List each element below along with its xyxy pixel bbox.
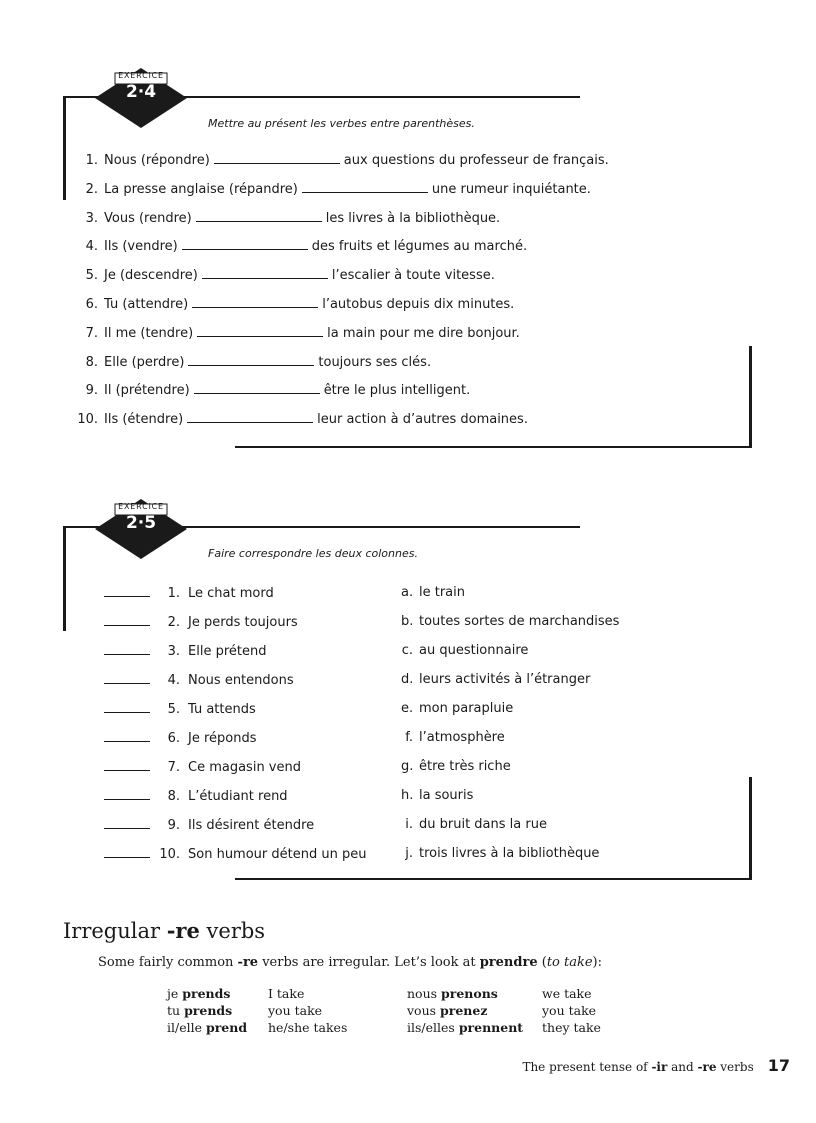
item-letter: c.: [401, 643, 413, 658]
conjugation-meaning: you take: [268, 1003, 323, 1018]
item-number: 8.: [85, 354, 98, 370]
item-text: être très riche: [419, 759, 511, 774]
exercise-right-bar: [749, 777, 752, 880]
match-right-item: [401, 672, 590, 688]
match-left-item: [104, 643, 266, 660]
exercise-number: 2·4: [125, 82, 157, 102]
exercise-left-bar: [63, 96, 66, 200]
exercise-item: [72, 152, 609, 169]
conjugation-meaning: we take: [542, 986, 592, 1001]
item-number: 5.: [167, 702, 180, 717]
item-number: 5.: [85, 268, 98, 284]
answer-blank[interactable]: [182, 238, 308, 250]
item-prompt: Elle (perdre): [104, 354, 185, 370]
item-letter: f.: [405, 730, 413, 745]
answer-blank[interactable]: [104, 614, 150, 626]
item-number: 4.: [85, 239, 98, 255]
item-text: leurs activités à l’étranger: [419, 672, 591, 687]
item-continuation: toujours ses clés.: [318, 354, 432, 370]
item-text: au questionnaire: [419, 643, 529, 658]
page-number: 17: [767, 1056, 790, 1075]
item-continuation: aux questions du professeur de français.: [343, 153, 609, 168]
item-text: la souris: [419, 788, 474, 803]
item-text: trois livres à la bibliothèque: [419, 846, 600, 861]
item-text: du bruit dans la rue: [419, 817, 547, 832]
item-number: 1.: [167, 586, 180, 601]
exercise-number: 2·5: [125, 513, 157, 533]
pronoun: il/elle: [167, 1020, 206, 1035]
verb-form: prennent: [458, 1020, 524, 1035]
item-text: le train: [419, 585, 466, 600]
match-right-item: [401, 614, 619, 630]
item-prompt: Nous (répondre): [104, 153, 210, 168]
conjugation-form: [407, 985, 498, 1002]
conjugation-form: [407, 1019, 523, 1036]
exercise-item: [72, 411, 528, 428]
match-left-item: [104, 730, 257, 747]
item-prompt: Il me (tendre): [104, 325, 194, 341]
answer-blank[interactable]: [104, 585, 150, 597]
item-prompt: Ils (étendre): [104, 412, 184, 428]
match-right-item: [401, 643, 528, 659]
answer-blank[interactable]: [188, 354, 314, 366]
match-right-item: [401, 788, 473, 804]
answer-blank[interactable]: [196, 210, 322, 222]
item-number: 9.: [167, 818, 180, 833]
match-left-item: [104, 788, 288, 805]
answer-blank[interactable]: [104, 701, 150, 713]
verb-form: prends: [184, 1003, 233, 1018]
exercise-bottom-rule: [235, 878, 752, 880]
item-text: mon parapluie: [419, 701, 514, 716]
item-continuation: être le plus intelligent.: [323, 383, 471, 399]
item-number: 4.: [167, 673, 180, 688]
match-left-item: [104, 614, 298, 631]
item-continuation: des fruits et légumes au marché.: [311, 239, 528, 255]
item-number: 6.: [167, 731, 180, 746]
exercise-bottom-rule: [235, 446, 752, 448]
item-prompt: Tu (attendre): [104, 297, 189, 312]
item-letter: a.: [401, 585, 414, 600]
answer-blank[interactable]: [104, 788, 150, 800]
answer-blank[interactable]: [104, 672, 150, 684]
item-text: Ils désirent étendre: [188, 818, 315, 833]
item-number: 9.: [85, 383, 98, 399]
verb-form: prenez: [440, 1003, 488, 1018]
exercise-badge: [95, 499, 187, 559]
exercise-item: [72, 210, 500, 227]
match-right-item: [401, 585, 465, 601]
answer-blank[interactable]: [192, 296, 318, 308]
answer-blank[interactable]: [104, 730, 150, 742]
section-heading: Irregular -re verbs: [63, 918, 266, 943]
conjugation-meaning: you take: [542, 1003, 597, 1018]
exercise-label: EXERCICE: [118, 502, 164, 511]
answer-blank[interactable]: [194, 382, 320, 394]
item-number: 10.: [77, 412, 98, 428]
pronoun: nous: [407, 986, 442, 1001]
match-left-item: [104, 585, 274, 602]
item-number: 3.: [85, 210, 98, 226]
exercise-label: EXERCICE: [118, 71, 164, 80]
verb-form: prends: [182, 986, 231, 1001]
item-letter: e.: [401, 701, 414, 716]
section-intro: Some fairly common -re verbs are irregular. Let’s look at prendre (to take):: [98, 955, 602, 970]
item-text: l’atmosphère: [419, 730, 505, 745]
match-right-item: [401, 817, 547, 833]
answer-blank[interactable]: [214, 152, 340, 164]
exercise-badge: [95, 68, 187, 128]
conjugation-form: [167, 1002, 232, 1019]
exercise-instruction: Faire correspondre les deux colonnes.: [208, 547, 418, 560]
exercise-instruction: Mettre au présent les verbes entre parenthèses.: [208, 117, 475, 130]
conjugation-meaning: I take: [268, 986, 305, 1001]
item-letter: h.: [401, 788, 414, 803]
exercise-item: [72, 267, 495, 284]
item-number: 10.: [159, 847, 180, 862]
item-number: 8.: [167, 789, 180, 804]
item-continuation: les livres à la bibliothèque.: [325, 210, 501, 226]
answer-blank[interactable]: [202, 267, 328, 279]
answer-blank[interactable]: [104, 846, 150, 858]
item-continuation: leur action à d’autres domaines.: [317, 412, 528, 428]
exercise-item: [72, 238, 527, 255]
item-letter: j.: [405, 846, 413, 861]
item-number: 2.: [85, 181, 98, 197]
exercise-right-bar: [749, 346, 752, 448]
item-number: 7.: [167, 760, 180, 775]
match-right-item: [401, 730, 505, 746]
exercise-item: [72, 382, 470, 399]
item-text: Je perds toujours: [188, 615, 298, 630]
conjugation-meaning: they take: [542, 1020, 601, 1035]
item-continuation: la main pour me dire bonjour.: [327, 325, 520, 341]
item-text: Nous entendons: [188, 673, 294, 688]
answer-blank[interactable]: [104, 817, 150, 829]
item-continuation: l’autobus depuis dix minutes.: [322, 297, 515, 312]
answer-blank[interactable]: [197, 325, 323, 337]
match-right-item: [401, 759, 511, 775]
answer-blank[interactable]: [187, 411, 313, 423]
match-right-item: [401, 846, 599, 862]
match-left-item: [104, 846, 366, 863]
item-number: 2.: [167, 615, 180, 630]
item-number: 1.: [85, 153, 98, 168]
exercise-left-bar: [63, 526, 66, 631]
item-number: 3.: [167, 644, 180, 659]
item-text: Tu attends: [188, 702, 256, 717]
pronoun: vous: [407, 1003, 441, 1018]
item-continuation: l’escalier à toute vitesse.: [331, 268, 495, 284]
item-text: Elle prétend: [188, 644, 267, 659]
item-number: 7.: [85, 325, 98, 341]
item-letter: d.: [401, 672, 414, 687]
conjugation-form: [167, 985, 230, 1002]
item-text: toutes sortes de marchandises: [419, 614, 620, 629]
item-prompt: Ils (vendre): [104, 239, 178, 255]
item-prompt: Je (descendre): [104, 268, 198, 284]
match-left-item: [104, 759, 301, 776]
item-text: Ce magasin vend: [188, 760, 301, 775]
verb-form: prenons: [441, 986, 498, 1001]
item-letter: i.: [405, 817, 413, 832]
answer-blank[interactable]: [302, 181, 428, 193]
item-prompt: Il (prétendre): [104, 383, 190, 399]
item-text: L’étudiant rend: [188, 789, 288, 804]
item-letter: b.: [401, 614, 414, 629]
item-prompt: La presse anglaise (répandre): [104, 181, 298, 197]
item-letter: g.: [401, 759, 414, 774]
item-prompt: Vous (rendre): [104, 210, 192, 226]
answer-blank[interactable]: [104, 643, 150, 655]
item-text: Son humour détend un peu: [188, 847, 367, 862]
pronoun: je: [167, 986, 183, 1001]
conjugation-form: [167, 1019, 247, 1036]
item-text: Je réponds: [188, 731, 257, 746]
exercise-item: [72, 296, 514, 313]
exercise-item: [72, 354, 431, 371]
page-footer: The present tense of -ir and -re verbs 17: [522, 1056, 790, 1075]
item-number: 6.: [85, 297, 98, 312]
item-continuation: une rumeur inquiétante.: [431, 181, 591, 197]
exercise-item: [72, 181, 591, 198]
pronoun: tu: [167, 1003, 185, 1018]
pronoun: ils/elles: [407, 1020, 459, 1035]
verb-form: prend: [205, 1020, 248, 1035]
match-left-item: [104, 701, 256, 718]
item-text: Le chat mord: [188, 586, 274, 601]
match-left-item: [104, 817, 314, 834]
conjugation-meaning: he/she takes: [268, 1020, 348, 1035]
answer-blank[interactable]: [104, 759, 150, 771]
match-left-item: [104, 672, 294, 689]
match-right-item: [401, 701, 513, 717]
conjugation-form: [407, 1002, 487, 1019]
exercise-item: [72, 325, 520, 342]
